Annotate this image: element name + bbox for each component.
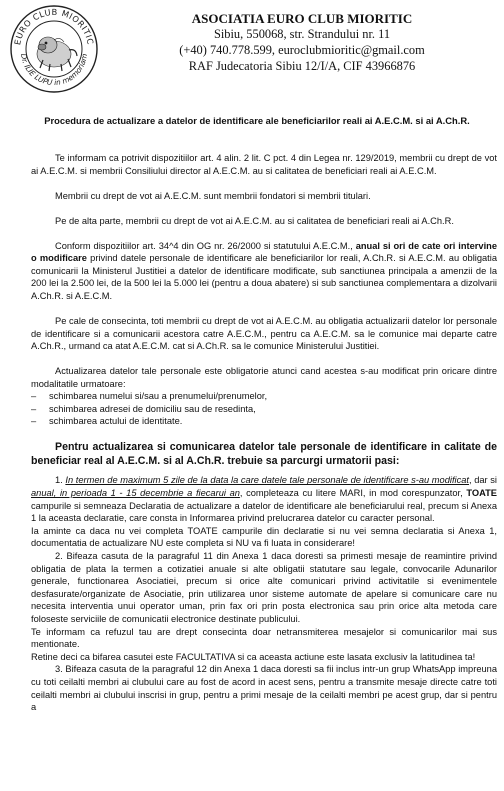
list-item: – schimbarea adresei de domiciliu sau de resedinta, xyxy=(31,403,497,416)
step-1: 1. In termen de maximum 5 zile de la data la care datele tale personale de identificare s-au modificat, dar si anual, in perioada 1 - 15 decembrie a fiecarui an, completeaza cu litere MARI, in mod corespunzator, TOATE campurile si semneaza Declaratia de actualizare a datelor de identificare ale beneficiarului real, precum si Anexa 1 la aceasta declaratie, care consta in Informarea privind prelucrarea datelor cu caracter personal. xyxy=(31,475,497,524)
document-body xyxy=(31,152,497,714)
paragraph-voting-members: Membrii cu drept de vot ai A.E.C.M. sunt membrii fondatori si membrii titulari. xyxy=(55,190,371,201)
sheepdog-icon xyxy=(37,37,77,71)
svg-text:EURO CLUB MIORITIC: EURO CLUB MIORITIC xyxy=(12,6,96,46)
paragraph-update-conditions: Actualizarea datelor tale personale este obligatorie atunci cand acestea s-au modificat prin oricare dintre modalitatile urmatoare: xyxy=(31,366,497,389)
step-2-refusal-note: Te informam ca refuzul tau are drept consecinta doar netransmiterea mesajelor si comunicarilor mai sus mentionate. xyxy=(31,626,497,650)
steps-heading: Pentru actualizarea si comunicarea datelor tale personale de identificare in calitate de beneficiar real al A.E.C.M. si al A.Ch.R. trebuie sa parcurgi urmatorii pasi: xyxy=(31,441,497,468)
association-registry: RAF Judecatoria Sibiu 12/I/A, CIF 43966876 xyxy=(188,59,416,73)
svg-text:Dr. ILIE LUPU in memoriam: Dr. ILIE LUPU in memoriam xyxy=(18,52,90,88)
association-name: ASOCIATIA EURO CLUB MIORITIC xyxy=(191,11,413,26)
paragraph-legal-basis: Te informam ca potrivit dispozitiilor art. 4 alin. 2 lit. C pct. 4 din Legea nr. 129/2019, membrii cu drept de vot ai A.E.C.M. si membrii Consiliului director al A.E.C.M. au si calitatea de beneficiari reali ai A.E.C.M. xyxy=(31,153,497,176)
step-3: 3. Bifeaza casuta de la paragraful 12 din Anexa 1 daca doresti sa fii inclus intr-un grup WhatsApp impreuna cu toti ceilalti membri ai clubului care au fost de acord in acest sens, pentru a transmite mesaje directe catre toti ceilalti membri ai clubului inscrisi in grup, pentru a primi mesaje de la ceilalti membri pe acest grup, dar si pentru a xyxy=(31,664,497,713)
step-2-optional-note: Retine deci ca bifarea casutei este FACULTATIVA si ca aceasta actiune este lasata exclusiv la latitudinea ta! xyxy=(31,651,476,662)
club-logo-seal xyxy=(9,4,99,94)
association-contact: (+40) 740.778.599, euroclubmioritic@gmail.com xyxy=(179,43,425,57)
paragraph-consequence: Pe cale de consecinta, toti membrii cu drept de vot ai A.E.C.M. au obligatia actualizarii datelor lor personale de identificare si a comunicarii acestora catre A.E.C.M., pentru ca A.E.C.M. sa le comunice mai departe catre A.Ch.R., urmand ca atat A.E.C.M. cat si A.Ch.R. sa le comunice Ministerului Justitiei. xyxy=(31,315,497,352)
paragraph-achr-beneficiaries: Pe de alta parte, membrii cu drept de vot ai A.E.C.M. au si calitatea de beneficiari reali ai A.Ch.R. xyxy=(55,215,454,226)
list-item: – schimbarea numelui si/sau a prenumelui/prenumelor, xyxy=(31,390,497,403)
step-2: 2. Bifeaza casuta de la paragraful 11 din Anexa 1 daca doresti sa primesti mesaje de reamintire privind obligatia de plata la termen a cotizatiei anuale si alte obligatii statutare sau legale, convocarile Adunarilor generale, functionarea Asociatiei, precum si orice alte comunicari privind activitatile si evenimentele desfasurate/organizate de Asociatie, prin utilizarea unor sisteme automate de apelare si comunicare care nu necesita interventia unui operator uman, prin fax ori prin posta electronica sau prin orice alta metoda care foloseste serviciile de comunicatii electronice destinate publicului. xyxy=(31,551,497,624)
list-item: – schimbarea actului de identitate. xyxy=(31,415,497,428)
association-address: Sibiu, 550068, str. Strandului nr. 11 xyxy=(213,27,391,41)
change-list xyxy=(31,390,497,428)
document-title: Procedura de actualizare a datelor de identificare ale beneficiarilor reali ai A.E.C.M. si ai A.Ch.R. xyxy=(44,115,470,126)
step-1-warning: Ia aminte ca daca nu vei completa TOATE campurile din declaratie si nu vei semna declaratia si Anexa 1, documentatia de actualizare NU este completa si NU va fi luata in considerare! xyxy=(31,525,497,549)
paragraph-obligation: Conform dispozitiilor art. 34^4 din OG nr. 26/2000 si statutului A.E.C.M., anual si ori de cate ori intervine o modificare privind datele personale de identificare ale beneficiarilor lor reali, A.Ch.R. si A.E.C.M. au obligatia comunicarii la Ministerul Justitiei a datelor de identificare modificate, sub sanctiunea principala a amenzii de la 200 lei la 2.500 lei, de la 500 lei la 5.000 lei (pentru a doua abatere) si sub sanctiunea complementara a dizolvarii A.Ch.R. si A.E.C.M. xyxy=(31,240,498,301)
